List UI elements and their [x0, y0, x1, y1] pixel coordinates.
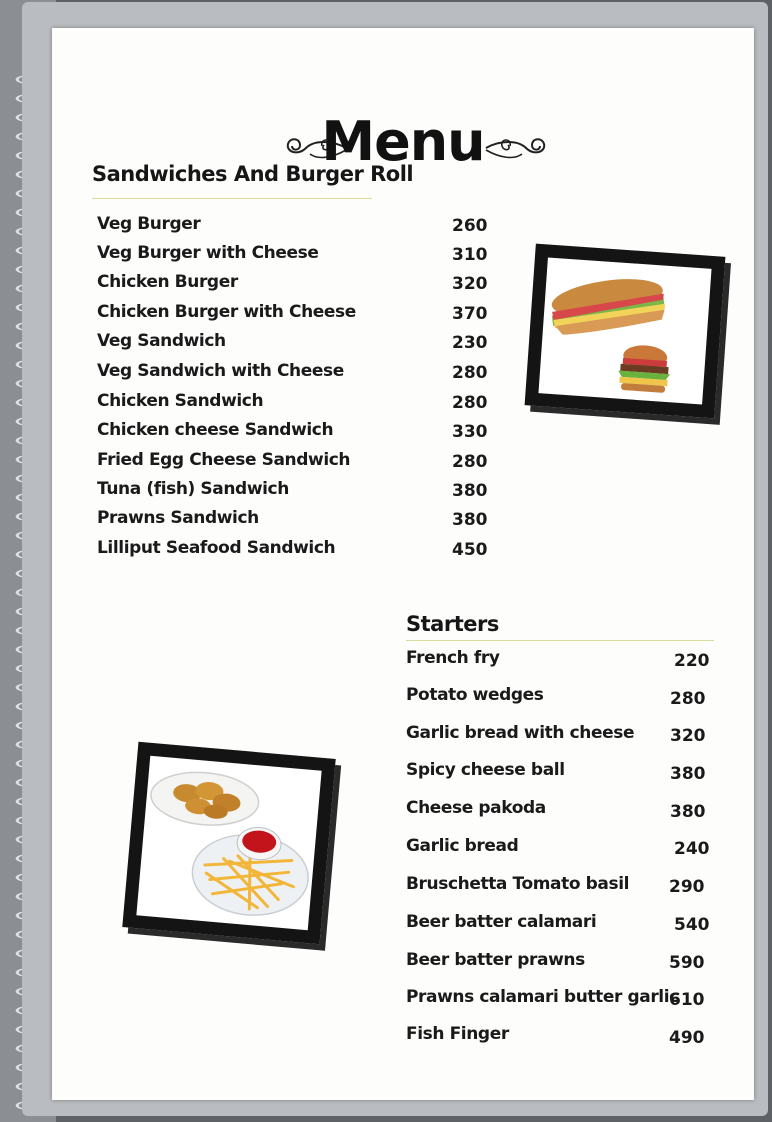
list-item: Fish Finger: [406, 1024, 509, 1044]
sandwiches-title-rule: [92, 198, 372, 199]
list-item: Bruschetta Tomato basil: [406, 874, 630, 894]
item-price: 280: [670, 689, 706, 709]
list-item: Lilliput Seafood Sandwich: [97, 538, 336, 558]
list-item: Tuna (fish) Sandwich: [97, 479, 289, 499]
item-price: 290: [669, 877, 705, 897]
list-item: Beer batter prawns: [406, 950, 585, 970]
list-item: Veg Burger with Cheese: [97, 243, 319, 263]
starters-title-rule: [406, 640, 714, 641]
right-swirl-ornament: [484, 134, 548, 164]
item-price: 590: [669, 953, 705, 973]
item-price: 330: [452, 422, 488, 442]
list-item: Veg Sandwich with Cheese: [97, 361, 344, 381]
list-item: Prawns calamari butter garlic: [406, 987, 679, 1007]
list-item: Prawns Sandwich: [97, 508, 259, 528]
list-item: Garlic bread with cheese: [406, 723, 635, 743]
item-price: 320: [670, 726, 706, 746]
list-item: Fried Egg Cheese Sandwich: [97, 450, 351, 470]
sandwiches-section-title: Sandwiches And Burger Roll: [92, 162, 414, 186]
starters-section-title: Starters: [406, 612, 499, 636]
list-item: Veg Sandwich: [97, 331, 226, 351]
item-price: 490: [669, 1028, 705, 1048]
list-item: Cheese pakoda: [406, 798, 546, 818]
list-item: Potato wedges: [406, 685, 544, 705]
list-item: Chicken Sandwich: [97, 391, 264, 411]
item-price: 310: [452, 245, 488, 265]
item-price: 280: [452, 452, 488, 472]
item-price: 260: [452, 216, 488, 236]
item-price: 380: [452, 510, 488, 530]
list-item: Chicken cheese Sandwich: [97, 420, 334, 440]
item-price: 540: [674, 915, 710, 935]
item-price: 230: [452, 333, 488, 353]
list-item: Beer batter calamari: [406, 912, 597, 932]
item-price: 380: [670, 802, 706, 822]
item-price: 240: [674, 839, 710, 859]
fries-wedges-illustration: [136, 756, 321, 930]
menu-title: Menu: [321, 110, 485, 173]
fries-wedges-photo: [122, 742, 335, 945]
item-price: 610: [669, 990, 705, 1010]
item-price: 320: [452, 274, 488, 294]
item-price: 370: [452, 304, 488, 324]
menu-page: [52, 28, 754, 1100]
sandwich-burger-photo: [525, 244, 726, 419]
list-item: Chicken Burger: [97, 272, 238, 292]
list-item: Spicy cheese ball: [406, 760, 565, 780]
sandwich-burger-illustration: [538, 257, 711, 404]
item-price: 280: [452, 393, 488, 413]
list-item: Garlic bread: [406, 836, 519, 856]
item-price: 380: [452, 481, 488, 501]
item-price: 220: [674, 651, 710, 671]
list-item: French fry: [406, 648, 500, 668]
list-item: Chicken Burger with Cheese: [97, 302, 356, 322]
list-item: Veg Burger: [97, 214, 201, 234]
item-price: 380: [670, 764, 706, 784]
item-price: 280: [452, 363, 488, 383]
item-price: 450: [452, 540, 488, 560]
